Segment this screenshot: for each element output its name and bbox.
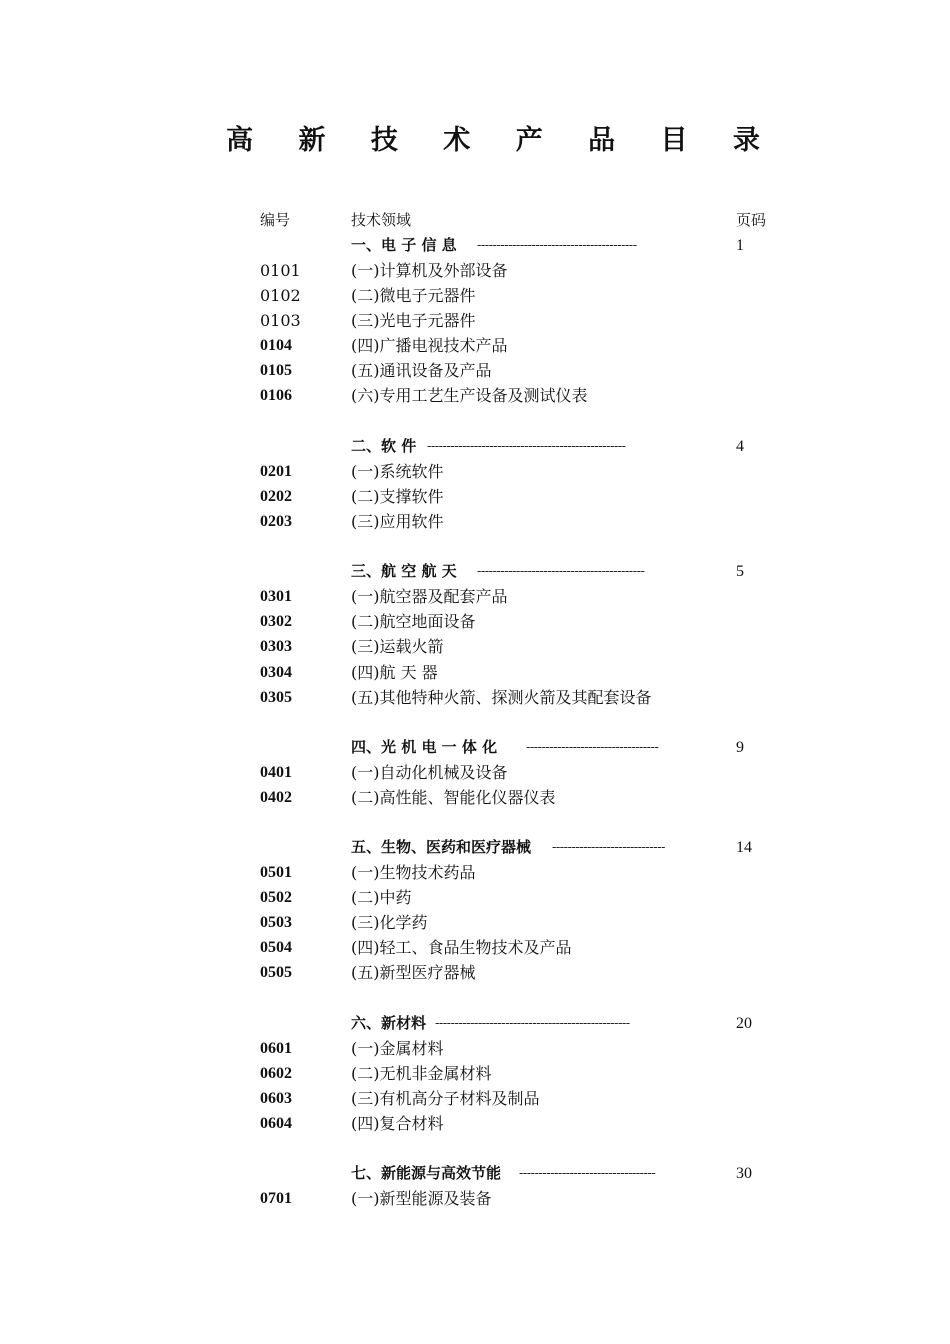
section-title: 五、生物、医药和医疗器械 <box>351 838 532 856</box>
item-code: 0601 <box>260 1040 292 1057</box>
item-code: 0301 <box>260 588 292 605</box>
item-code: 0105 <box>260 362 292 379</box>
item-label: (一)金属材料 <box>351 1039 444 1058</box>
item-code: 0505 <box>260 964 292 981</box>
item-code: 0402 <box>260 789 292 806</box>
item-label: (一)系统软件 <box>351 462 444 481</box>
leader-dots: ---------------------------------- <box>526 740 659 755</box>
section-title: 七、新能源与高效节能 <box>351 1164 502 1182</box>
item-code: 0401 <box>260 764 292 781</box>
item-code: 0203 <box>260 513 292 530</box>
leader-dots: ------------------------------------------- <box>477 564 645 579</box>
header-field: 技术领域 <box>351 211 412 229</box>
section-row <box>0 835 950 860</box>
item-code: 0602 <box>260 1065 292 1082</box>
header-page: 页码 <box>736 211 767 229</box>
section-page: 14 <box>736 839 752 856</box>
list-item <box>0 1111 950 1136</box>
section-page: 4 <box>736 438 744 455</box>
item-label: (一)计算机及外部设备 <box>351 261 508 280</box>
list-item <box>0 358 950 383</box>
list-item <box>0 609 950 634</box>
list-item <box>0 1061 950 1086</box>
list-item <box>0 1036 950 1061</box>
item-code: 0603 <box>260 1090 292 1107</box>
item-label: (四)复合材料 <box>351 1114 444 1133</box>
list-item <box>0 459 950 484</box>
item-label: (三)应用软件 <box>351 512 444 531</box>
item-label: (三)化学药 <box>351 913 428 932</box>
list-item <box>0 935 950 960</box>
item-code: 0102 <box>260 286 301 305</box>
item-code: 0304 <box>260 664 292 681</box>
item-code: 0101 <box>260 261 301 280</box>
item-label: (一)新型能源及装备 <box>351 1189 492 1208</box>
leader-dots: --------------------------------------------------- <box>427 439 626 454</box>
item-label: (二)中药 <box>351 888 412 907</box>
section-page: 30 <box>736 1165 752 1182</box>
section-page: 5 <box>736 563 744 580</box>
item-code: 0502 <box>260 889 292 906</box>
list-item <box>0 634 950 659</box>
item-label: (四)轻工、食品生物技术及产品 <box>351 938 572 957</box>
list-item <box>0 308 950 333</box>
item-label: (二)微电子元器件 <box>351 286 476 305</box>
item-label: (二)支撑软件 <box>351 487 444 506</box>
header-code: 编号 <box>260 211 291 229</box>
item-code: 0604 <box>260 1115 292 1132</box>
section-page: 9 <box>736 739 744 756</box>
list-item <box>0 1086 950 1111</box>
item-code: 0302 <box>260 613 292 630</box>
item-code: 0503 <box>260 914 292 931</box>
page-title: 高 新 技 术 产 品 目 录 <box>226 125 778 156</box>
leader-dots: ----------------------------------------- <box>477 238 637 253</box>
list-item <box>0 283 950 308</box>
item-label: (二)高性能、智能化仪器仪表 <box>351 788 556 807</box>
list-item <box>0 258 950 283</box>
item-code: 0106 <box>260 387 292 404</box>
item-code: 0202 <box>260 488 292 505</box>
section-title: 一、电 子 信 息 <box>351 236 457 254</box>
item-code: 0501 <box>260 864 292 881</box>
item-code: 0504 <box>260 939 292 956</box>
list-item <box>0 660 950 685</box>
item-label: (五)新型医疗器械 <box>351 963 476 982</box>
list-item <box>0 1186 950 1211</box>
item-label: (五)通讯设备及产品 <box>351 361 492 380</box>
item-label: (二)无机非金属材料 <box>351 1064 492 1083</box>
item-label: (六)专用工艺生产设备及测试仪表 <box>351 386 588 405</box>
list-item <box>0 785 950 810</box>
section-title: 四、光 机 电 一 体 化 <box>351 738 498 756</box>
item-code: 0701 <box>260 1190 292 1207</box>
item-label: (一)航空器及配套产品 <box>351 587 508 606</box>
list-item <box>0 685 950 710</box>
section-row <box>0 559 950 584</box>
section-page: 1 <box>736 237 744 254</box>
section-title: 六、新材料 <box>351 1014 427 1032</box>
list-item <box>0 760 950 785</box>
item-label: (二)航空地面设备 <box>351 612 476 631</box>
item-label: (三)有机高分子材料及制品 <box>351 1089 540 1108</box>
list-item <box>0 484 950 509</box>
item-code: 0305 <box>260 689 292 706</box>
section-title: 二、软 件 <box>351 437 417 455</box>
section-row <box>0 1161 950 1186</box>
item-code: 0303 <box>260 638 292 655</box>
item-code: 0104 <box>260 337 292 354</box>
list-item <box>0 910 950 935</box>
section-row <box>0 735 950 760</box>
leader-dots: ----------------------------- <box>552 840 665 855</box>
section-title: 三、航 空 航 天 <box>351 562 457 580</box>
item-label: (三)运载火箭 <box>351 637 444 656</box>
item-code: 0201 <box>260 463 292 480</box>
list-item <box>0 509 950 534</box>
item-label: (一)自动化机械及设备 <box>351 763 508 782</box>
leader-dots: -------------------------------------------------- <box>435 1016 630 1031</box>
list-item <box>0 885 950 910</box>
list-item <box>0 584 950 609</box>
item-label: (三)光电子元器件 <box>351 311 476 330</box>
leader-dots: ----------------------------------- <box>519 1166 656 1181</box>
item-code: 0103 <box>260 311 301 330</box>
section-row <box>0 434 950 459</box>
item-label: (四)广播电视技术产品 <box>351 336 508 355</box>
list-item <box>0 960 950 985</box>
list-item <box>0 383 950 408</box>
item-label: (五)其他特种火箭、探测火箭及其配套设备 <box>351 688 652 707</box>
section-page: 20 <box>736 1015 752 1032</box>
section-row <box>0 233 950 258</box>
item-label: (四)航 天 器 <box>351 663 438 682</box>
section-row <box>0 1011 950 1036</box>
list-item <box>0 860 950 885</box>
item-label: (一)生物技术药品 <box>351 863 476 882</box>
table-header <box>0 208 950 233</box>
list-item <box>0 333 950 358</box>
